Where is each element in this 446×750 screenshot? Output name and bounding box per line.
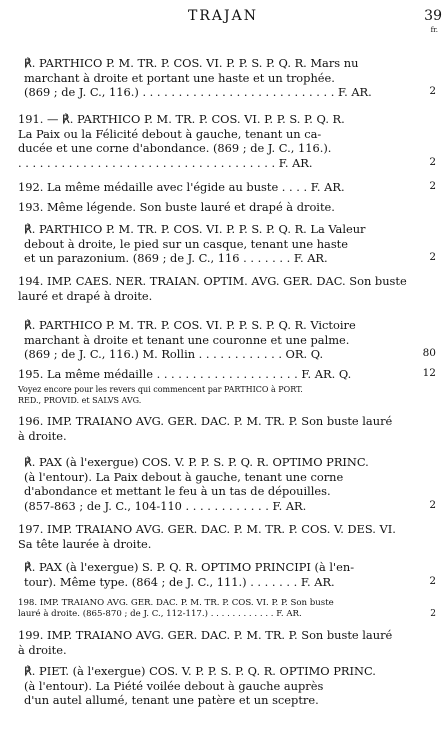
entry-line: lauré et drapé à droite. [18, 288, 153, 303]
rarity-value: 2 [430, 609, 436, 619]
entry-line: à droite. [18, 642, 67, 657]
running-title: TRAJAN [188, 8, 258, 24]
entry-line: (869 ; de J. C., 116.) . . . . . . . . . . . . . . . . . . . . . . . . . . . F. AR. [24, 85, 372, 100]
rarity-value: 2 [429, 499, 436, 511]
entry-reverse [24, 664, 418, 708]
cross-reference-note [18, 385, 418, 406]
entry-line: ℟. PARTHICO P. M. TR. P. COS. VI. P. P. S. P. Q. R. La Valeur [24, 222, 366, 236]
entry-line: et un parazonium. (869 ; de J. C., 116 . . . . . . . F. AR. [24, 251, 328, 266]
entry-line: La Paix ou la Félicité debout à gauche, tenant un ca- [18, 126, 322, 141]
entry-197 [18, 522, 418, 551]
page-number: 39 [424, 8, 442, 24]
entry-line: ℟. PAX (à l'exergue) S. P. Q. R. OPTIMO PRINCIPI (à l'en- [24, 560, 355, 574]
entry-198 [18, 598, 418, 620]
entry-line: 195. La même médaille . . . . . . . . . . . . . . . . . . . . F. AR. Q. [18, 367, 352, 381]
entry-line: 198. IMP. TRAIANO AVG. GER. DAC. P. M. TR. P. COS. VI. P. P. Son buste [18, 598, 334, 608]
price-unit-label: fr. [430, 26, 438, 34]
rarity-value: 2 [429, 156, 436, 168]
entry-line: marchant à droite et portant une haste et un trophée. [24, 70, 335, 85]
entry-191 [18, 112, 418, 170]
entry-line: à droite. [18, 428, 67, 443]
entry-line: marchant à droite et tenant une couronne et une palme. [24, 332, 350, 347]
entry-line: (à l'entour). La Piété voilée debout à gauche auprès [24, 678, 324, 693]
entry-line: ℟. PAX (à l'exergue) COS. V. P. P. S. P. Q. R. OPTIMO PRINC. [24, 455, 369, 469]
entry-line: 193. Même légende. Son buste lauré et drapé à droite. [18, 200, 335, 214]
entry-193 [18, 200, 418, 215]
entry-reverse [24, 222, 418, 266]
rarity-value: 2 [429, 180, 436, 192]
rarity-value: 2 [429, 85, 436, 97]
entry-line: d'un autel allumé, tenant une patère et un sceptre. [24, 693, 319, 708]
rarity-value: 2 [429, 575, 436, 587]
entry-line: Sa tête laurée à droite. [18, 536, 152, 551]
entry-line: (857-863 ; de J. C., 104-110 . . . . . . . . . . . . F. AR. [24, 498, 307, 513]
entry-line: ducée et une corne d'abondance. (869 ; de J. C., 116.). [18, 141, 332, 156]
entry-reverse [24, 318, 418, 362]
rarity-value: 80 [422, 347, 436, 359]
entry-line: 194. IMP. CAES. NER. TRAIAN. OPTIM. AVG. GER. DAC. Son buste [18, 274, 407, 288]
entry-reverse [24, 560, 418, 589]
entry-line: 197. IMP. TRAIANO AVG. GER. DAC. P. M. TR. P. COS. V. DES. VI. [18, 522, 396, 536]
entry-line: d'abondance et mettant le feu à un tas de dépouilles. [24, 484, 331, 499]
entry-line: 199. IMP. TRAIANO AVG. GER. DAC. P. M. TR. P. Son buste lauré [18, 628, 393, 642]
entry-reverse [24, 56, 418, 100]
entry-reverse [24, 455, 418, 513]
entry-line: ℟. PARTHICO P. M. TR. P. COS. VI. P. P. S. P. Q. R. Mars nu [24, 56, 359, 70]
page-header [0, 6, 446, 34]
entry-line: 191. — ℟. PARTHICO P. M. TR. P. COS. VI. P. P. S. P. Q. R. [18, 112, 345, 126]
entry-line: 196. IMP. TRAIANO AVG. GER. DAC. P. M. TR. P. Son buste lauré [18, 414, 393, 428]
entry-line: tour). Même type. (864 ; de J. C., 111.) . . . . . . . F. AR. [24, 574, 335, 589]
entry-line: ℟. PARTHICO P. M. TR. P. COS. VI. P. P. S. P. Q. R. Victoire [24, 318, 356, 332]
entry-line: ℟. PIET. (à l'exergue) COS. V. P. P. S. P. Q. R. OPTIMO PRINC. [24, 664, 376, 678]
entry-195 [18, 367, 418, 382]
entry-line: (869 ; de J. C., 116.) M. Rollin . . . . . . . . . . . . OR. Q. [24, 347, 324, 362]
entry-line: 192. La même médaille avec l'égide au buste . . . . F. AR. [18, 180, 345, 194]
rarity-value: 12 [422, 367, 436, 379]
rarity-value: 2 [429, 251, 436, 263]
entry-194 [18, 274, 418, 303]
entry-line: RED., PROVID. et SALVS AVG. [18, 395, 142, 405]
entry-line: Voyez encore pour les revers qui commencent par PARTHICO à PORT. [18, 385, 303, 394]
entry-192 [18, 180, 418, 195]
entry-line: lauré à droite. (865-870 ; de J. C., 112-117.) . . . . . . . . . . . . F. AR. [18, 609, 302, 619]
entry-line: debout à droite, le pied sur un casque, tenant une haste [24, 236, 348, 251]
entry-line: . . . . . . . . . . . . . . . . . . . . . . . . . . . . . . . . . . . . F. AR. [18, 155, 313, 170]
entry-line: (à l'entour). La Paix debout à gauche, tenant une corne [24, 469, 344, 484]
entry-196 [18, 414, 418, 443]
entry-199 [18, 628, 418, 657]
